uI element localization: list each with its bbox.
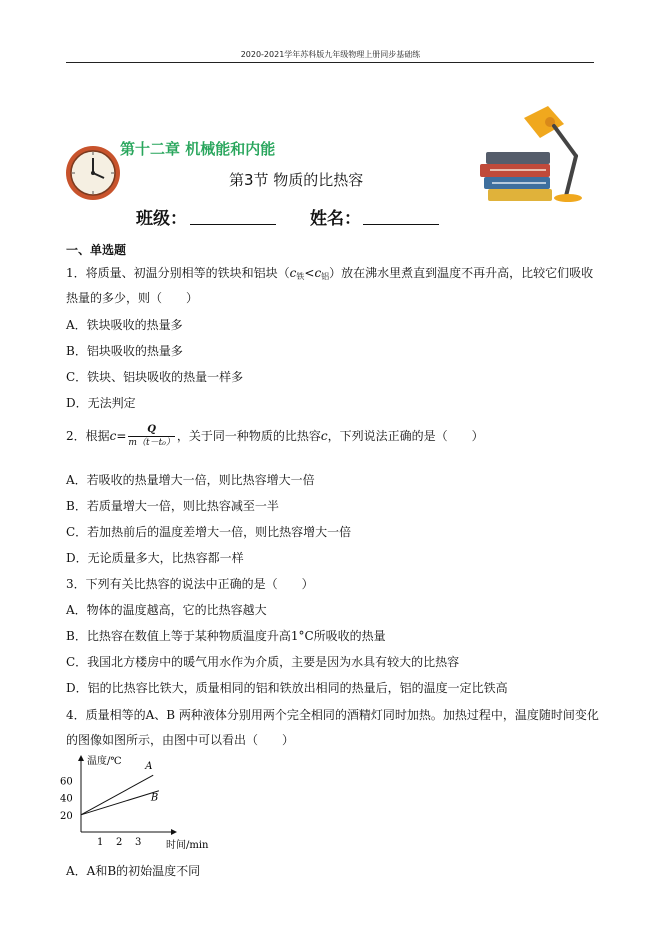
- x-tick-label: 3: [135, 837, 142, 848]
- q4-stem-line1: 4．质量相等的A、B 两种液体分别用两个完全相同的酒精灯同时加热。加热过程中，温度随时间变化: [66, 708, 599, 722]
- q2-stem-c: ，下列说法正确的是（ ）: [327, 429, 484, 443]
- q2-stem-a: 2．根据: [66, 429, 110, 443]
- q1-option-b[interactable]: B．铝块吸收的热量多: [66, 344, 183, 358]
- temperature-time-chart: [60, 752, 220, 852]
- q3-option-d[interactable]: D．铝的比热容比铁大，质量相同的铝和铁放出相同的热量后，铝的温度一定比铁高: [66, 681, 508, 695]
- class-label: 班级：: [136, 209, 187, 229]
- name-field[interactable]: [363, 224, 439, 225]
- series-label-b: B: [150, 792, 159, 804]
- less-than: <: [304, 266, 315, 280]
- x-tick-label: 2: [116, 837, 123, 848]
- formula-numerator: Q: [128, 424, 174, 437]
- q2-option-a[interactable]: A．若吸收的热量增大一倍，则比热容增大一倍: [66, 473, 315, 487]
- chapter-title: 第十二章 机械能和内能: [120, 140, 276, 158]
- q3-option-b[interactable]: B．比热容在数值上等于某种物质温度升高1°C所吸收的热量: [66, 629, 386, 643]
- q4-stem-line2: 的图像如图所示，由图中可以看出（ ）: [66, 733, 295, 747]
- c-symbol: c: [314, 266, 322, 280]
- part-title: 一、单选题: [66, 243, 127, 257]
- series-line-a: [81, 775, 153, 815]
- formula-lhs: c=: [109, 429, 127, 443]
- q1-option-d[interactable]: D．无法判定: [66, 396, 136, 410]
- q2-stem-b: ，关于同一种物质的比热容: [176, 429, 321, 443]
- series-label-a: A: [145, 761, 153, 773]
- q2-option-d[interactable]: D．无论质量多大，比热容都一样: [66, 551, 244, 565]
- aluminum-subscript: 铝: [321, 272, 330, 281]
- q3-option-c[interactable]: C．我国北方楼房中的暖气用水作为介质，主要是因为水具有较大的比热容: [66, 655, 460, 669]
- y-tick-label: 40: [60, 793, 73, 805]
- q1-stem-line1: [66, 264, 593, 282]
- y-axis-label: 温度/℃: [87, 756, 122, 767]
- x-axis-label: 时间/min: [166, 840, 209, 851]
- section-title: 第3节 物质的比热容: [229, 171, 364, 189]
- q1-stem-b: ）放在沸水里煮直到温度不再升高，比较它们吸收: [329, 266, 594, 280]
- class-field[interactable]: [190, 224, 276, 225]
- heat-formula-fraction: [128, 424, 174, 449]
- series-line-b: [81, 791, 159, 815]
- q2-option-b[interactable]: B．若质量增大一倍，则比热容减至一半: [66, 499, 279, 513]
- q3-stem: 3．下列有关比热容的说法中正确的是（ ）: [66, 577, 314, 591]
- clock-icon: [64, 144, 124, 204]
- page-header: 2020-2021学年苏科版九年级物理上册同步基础练: [240, 50, 421, 59]
- q2-stem: [66, 424, 484, 449]
- y-tick-label: 60: [60, 776, 73, 788]
- q1-stem-a: 1．将质量、初温分别相等的铁块和铝块（: [66, 266, 290, 280]
- desk-lamp-books-illustration: [478, 104, 596, 206]
- q4-option-a[interactable]: A．A和B的初始温度不同: [66, 864, 201, 878]
- q1-option-a[interactable]: A．铁块吸收的热量多: [66, 318, 183, 332]
- q1-option-c[interactable]: C．铁块、铝块吸收的热量一样多: [66, 370, 244, 384]
- header-rule: [66, 62, 594, 63]
- q1-stem-line2: 热量的多少，则（ ）: [66, 291, 199, 305]
- q2-option-c[interactable]: C．若加热前后的温度差增大一倍，则比热容增大一倍: [66, 525, 352, 539]
- x-tick-label: 1: [97, 837, 104, 848]
- formula-denominator: m（t－t₀）: [128, 438, 175, 448]
- iron-subscript: 铁: [296, 272, 305, 281]
- c-symbol: c: [320, 429, 328, 443]
- q3-option-a[interactable]: A．物体的温度越高，它的比热容越大: [66, 603, 267, 617]
- name-label: 姓名：: [310, 209, 361, 229]
- y-tick-label: 20: [60, 810, 73, 822]
- c-symbol: c: [289, 266, 297, 280]
